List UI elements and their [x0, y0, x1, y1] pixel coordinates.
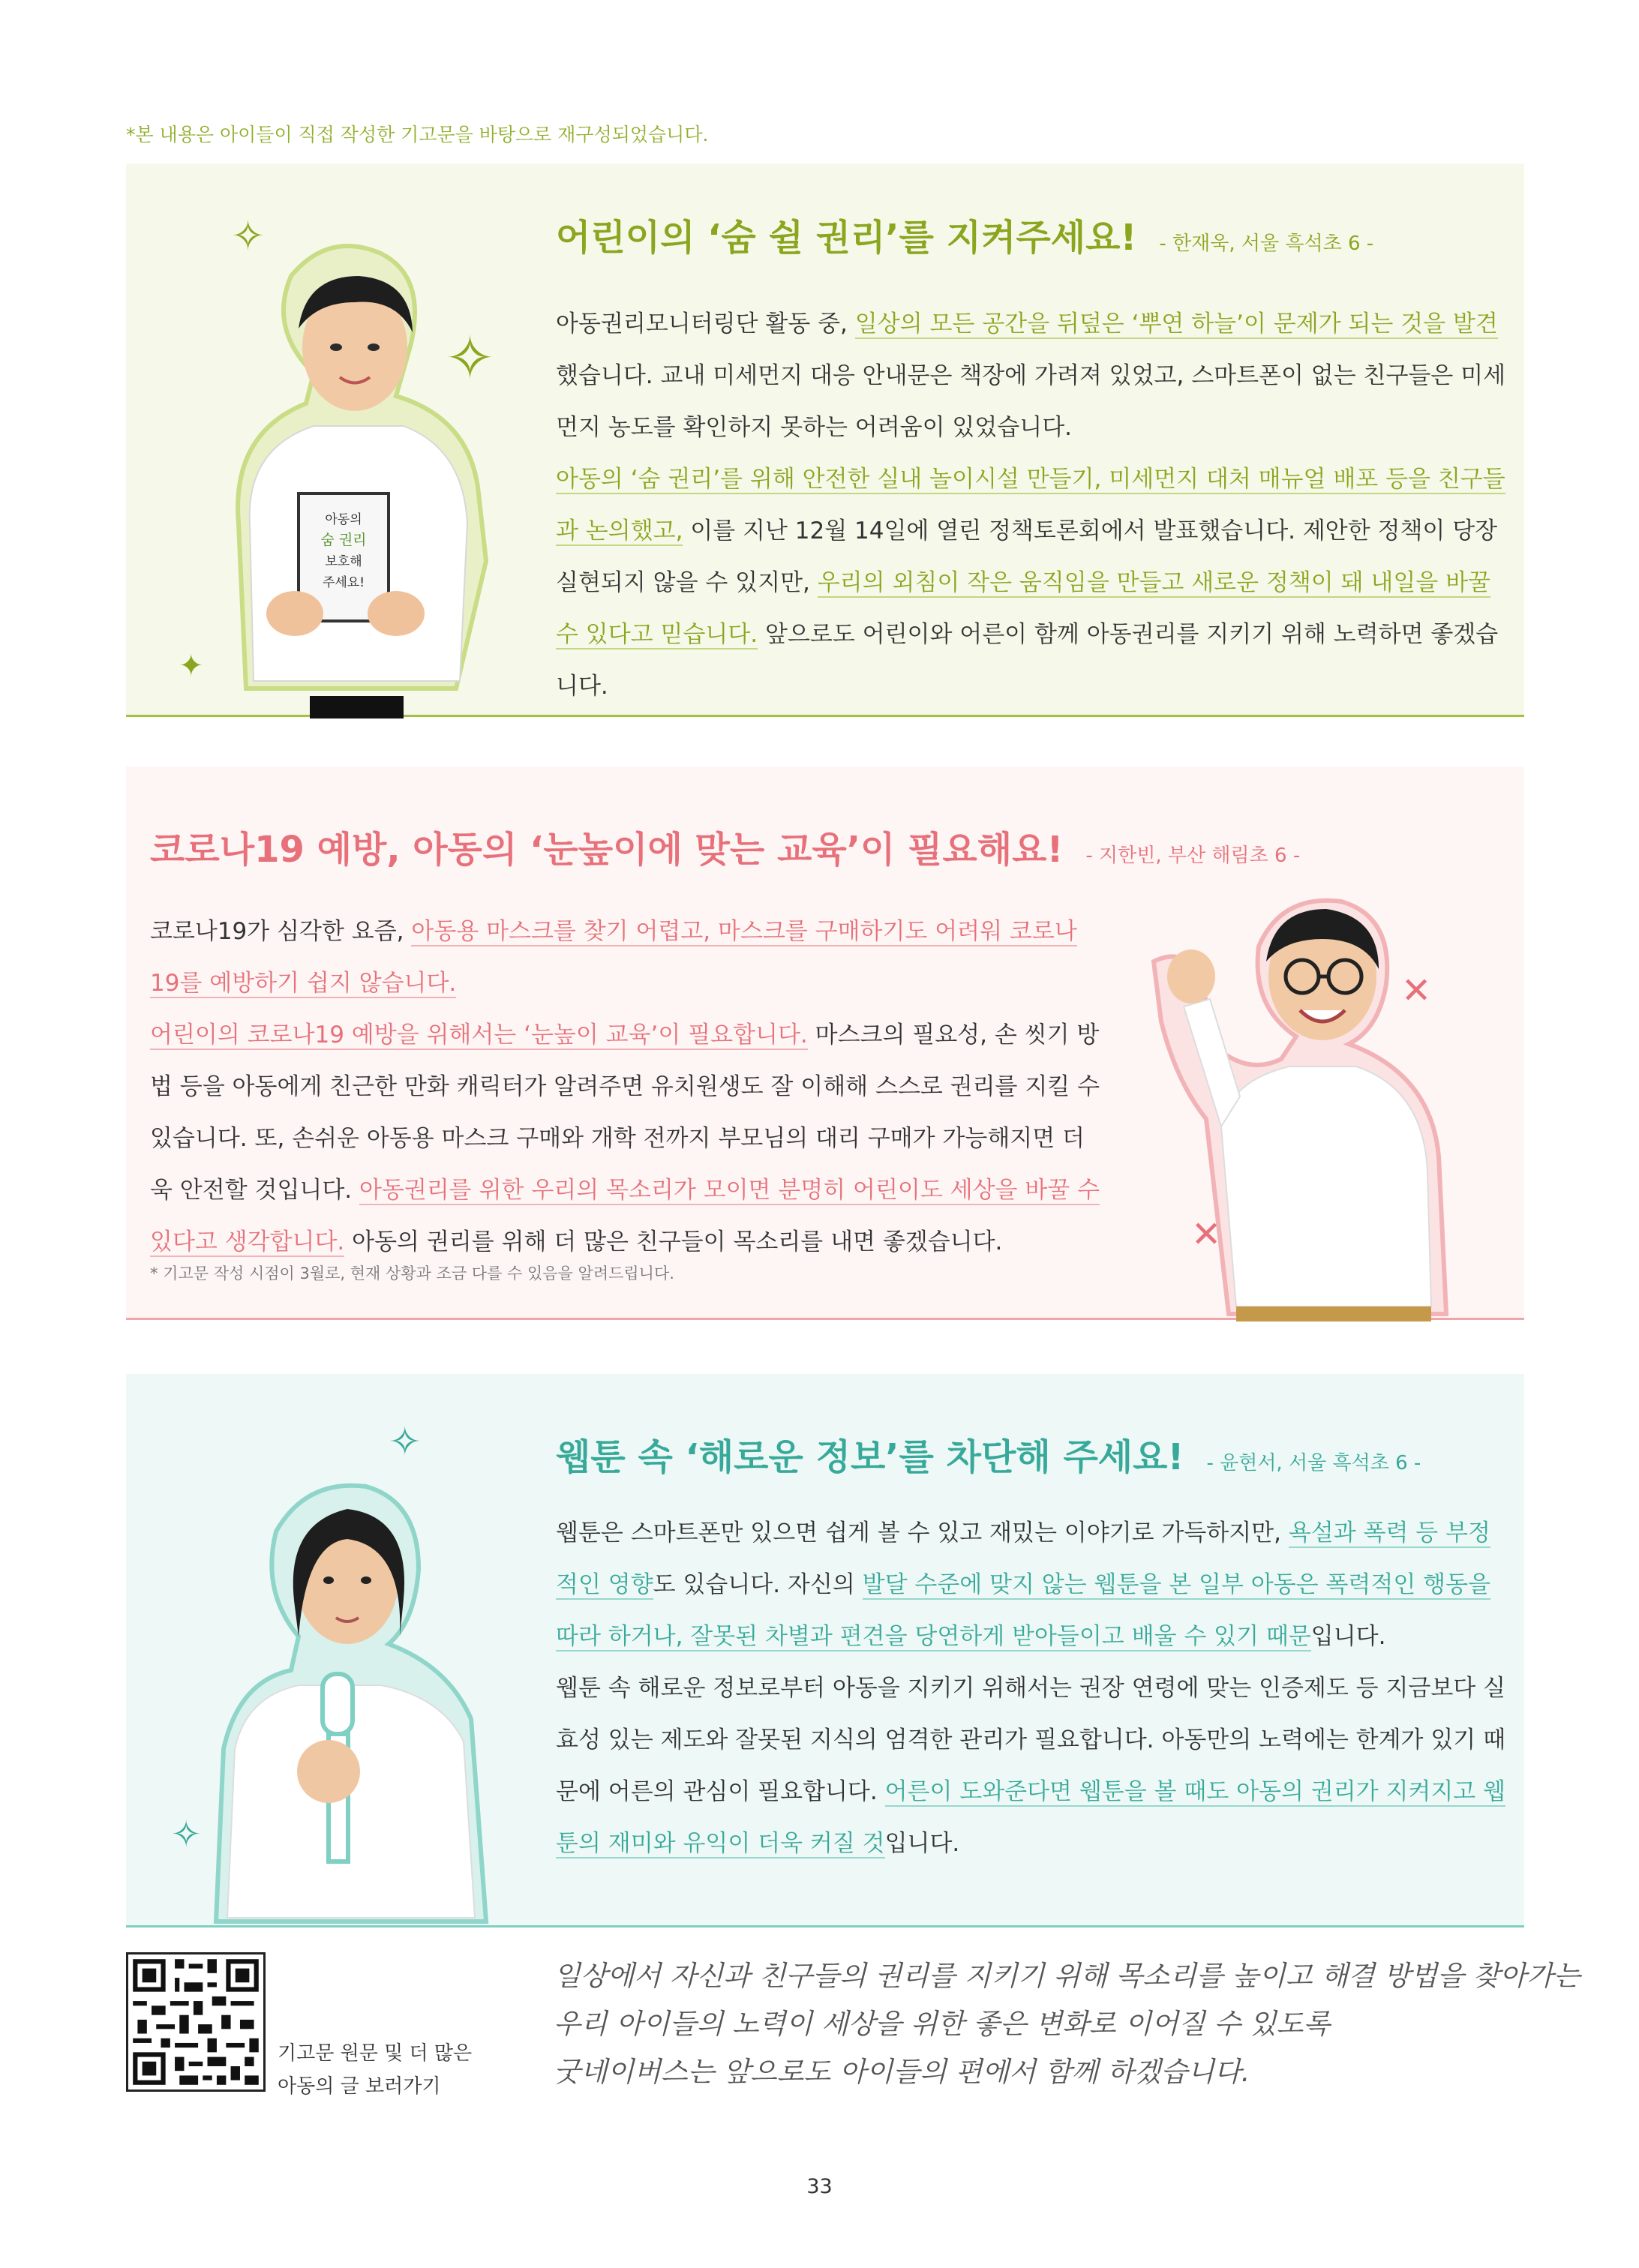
highlight: 욕설과 폭력 등 부정적인 영향 — [556, 1520, 1490, 1598]
section-body: 코로나19가 심각한 요즘, 아동용 마스크를 찾기 어렵고, 마스크를 구매하기도 어려워 코로나19를 예방하기 쉽지 않습니다. 어린이의 코로나19 예방을 위해서는 ‘눈높이 교육’이 필요합니다. 마스크의 필요성, 손 씻기 방법 등을 아동에게 친근한 만화 캐릭터가 알려주면 유치원생도 잘 이해해 스스로 권리를 지킬 수 있습니다. 또, 손쉬운 아동용 마스크 구매와 개학 전까지 부모님의 대리 구매가 가능해지면 더욱 안전할 것입니다. 아동권리를 위한 우리의 목소리가 모이면 분명히 어린이도 세상을 바꿀 수 있다고 생각합니다. 아동의 권리를 위해 더 많은 친구들이 목소리를 내면 좋겠습니다. — [150, 918, 1100, 1256]
sparkle-icon: ✕ — [1401, 970, 1432, 1012]
highlight: 어린이의 코로나19 예방을 위해서는 ‘눈높이 교육’이 필요합니다. — [150, 1022, 808, 1048]
byline: - 지한빈, 부산 해림초 6 - — [1085, 844, 1301, 867]
section-body: 아동권리모니터링단 활동 중, 일상의 모든 공간을 뒤덮은 ‘뿌연 하늘’이 문제가 되는 것을 발견했습니다. 교내 미세먼지 대응 안내문은 책장에 가려져 있었고, 스마트폰이 없는 친구들은 미세먼지 농도를 확인하지 못하는 어려움이 있었습니다. 아동의 ‘숨 권리’를 위해 안전한 실내 놀이시설 만들기, 미세먼지 대처 매뉴얼 배포 등을 친구들과 논의했고, 이를 지난 12월 14일에 열린 정책토론회에서 발표했습니다. 제안한 정책이 당장 실현되지 않을 수 있지만, 우리의 외침이 작은 움직임을 만들고 새로운 정책이 돼 내일을 바꿀 수 있다고 믿습니다. 앞으로도 어린이와 어른이 함께 아동권리를 지키기 위해 노력하면 좋겠습니다. — [556, 310, 1506, 700]
qr-code[interactable] — [126, 1952, 266, 2092]
sparkle-icon: ✕ — [1191, 1214, 1222, 1256]
section-webtoon-harmful-info — [126, 1374, 1524, 1928]
byline: - 한재욱, 서울 흑석초 6 - — [1159, 232, 1374, 255]
sparkle-icon: ✧ — [389, 1420, 422, 1465]
closing-message: 일상에서 자신과 친구들의 권리를 지키기 위해 목소리를 높이고 해결 방법을 찾아가는 우리 아이들의 노력이 세상을 위한 좋은 변화로 이어질 수 있도록 굿네이버스는 앞으로도 아이들의 편에서 함께 하겠습니다. — [554, 1960, 1580, 2088]
svg-text:숨 권리: 숨 권리 — [320, 532, 367, 548]
sparkle-icon: ✧ — [231, 212, 266, 260]
section-title: 코로나19 예방, 아동의 ‘눈높이에 맞는 교육’이 필요해요! - 지한빈, 부산 해림초 6 - — [150, 829, 1301, 871]
svg-text:아동의: 아동의 — [325, 512, 362, 527]
sparkle-icon: ✧ — [171, 1814, 202, 1856]
sparkle-icon: ✦ — [179, 649, 204, 683]
section-title: 웹툰 속 ‘해로운 정보’를 차단해 주세요! - 윤현서, 서울 흑석초 6 - — [556, 1436, 1421, 1478]
highlight: 우리의 외침이 작은 움직임을 만들고 새로운 정책이 돼 내일을 바꿀 수 있다고 믿습니다. — [556, 569, 1490, 648]
svg-text:주세요!: 주세요! — [322, 575, 365, 590]
byline: - 윤현서, 서울 흑석초 6 - — [1206, 1452, 1421, 1474]
section-body: 웹툰은 스마트폰만 있으면 쉽게 볼 수 있고 재밌는 이야기로 가득하지만, 욕설과 폭력 등 부정적인 영향도 있습니다. 자신의 발달 수준에 맞지 않는 웹툰을 본 일부 아동은 폭력적인 행동을 따라 하거나, 잘못된 차별과 편견을 당연하게 받아들이고 배울 수 있기 때문입니다. 웹툰 속 해로운 정보로부터 아동을 지키기 위해서는 권장 연령에 맞는 인증제도 등 지금보다 실효성 있는 제도와 잘못된 지식의 엄격한 관리가 필요합니다. 아동만의 노력에는 한계가 있기 때문에 어른의 관심이 필요합니다. 어른이 도와준다면 웹툰을 볼 때도 아동의 권리가 지켜지고 웹툰의 재미와 유익이 더욱 커질 것입니다. — [556, 1520, 1506, 1857]
qr-label: 기고문 원문 및 더 많은 아동의 글 보러가기 — [278, 2042, 473, 2098]
boy-with-sign-photo — [156, 208, 546, 718]
highlight: 아동권리를 위한 우리의 목소리가 모이면 분명히 어린이도 세상을 바꿀 수 있다고 생각합니다. — [150, 1177, 1100, 1256]
footnote: * 기고문 작성 시점이 3월로, 현재 상황과 조금 다를 수 있음을 알려드립니다. — [150, 1264, 674, 1282]
girl-with-microphone-photo — [186, 1456, 531, 1925]
highlight: 발달 수준에 맞지 않는 웹툰을 본 일부 아동은 폭력적인 행동을 따라 하거나, 잘못된 차별과 편견을 당연하게 받아들이고 배울 수 있기 때문 — [556, 1571, 1490, 1650]
page-number: 33 — [806, 2175, 833, 2198]
highlight: 아동의 ‘숨 권리’를 위해 안전한 실내 놀이시설 만들기, 미세먼지 대처 매뉴얼 배포 등을 친구들과 논의했고, — [556, 466, 1505, 544]
top-note: *본 내용은 아이들이 직접 작성한 기고문을 바탕으로 재구성되었습니다. — [126, 124, 709, 146]
highlight: 일상의 모든 공간을 뒤덮은 ‘뿌연 하늘’이 문제가 되는 것을 발견 — [854, 310, 1498, 338]
highlight: 아동용 마스크를 찾기 어렵고, 마스크를 구매하기도 어려워 코로나19를 예방하기 쉽지 않습니다. — [150, 918, 1077, 997]
section-breathing-rights — [126, 164, 1524, 717]
highlight: 어른이 도와준다면 웹툰을 볼 때도 아동의 권리가 지켜지고 웹툰의 재미와 유익이 더욱 커질 것 — [556, 1778, 1506, 1857]
svg-text:보호해: 보호해 — [325, 554, 362, 569]
boy-with-fist-photo — [1116, 856, 1506, 1322]
sparkle-icon: ✧ — [445, 323, 496, 393]
section-title: 어린이의 ‘숨 쉴 권리’를 지켜주세요! - 한재욱, 서울 흑석초 6 - — [556, 217, 1374, 259]
section-covid-education — [126, 766, 1524, 1320]
